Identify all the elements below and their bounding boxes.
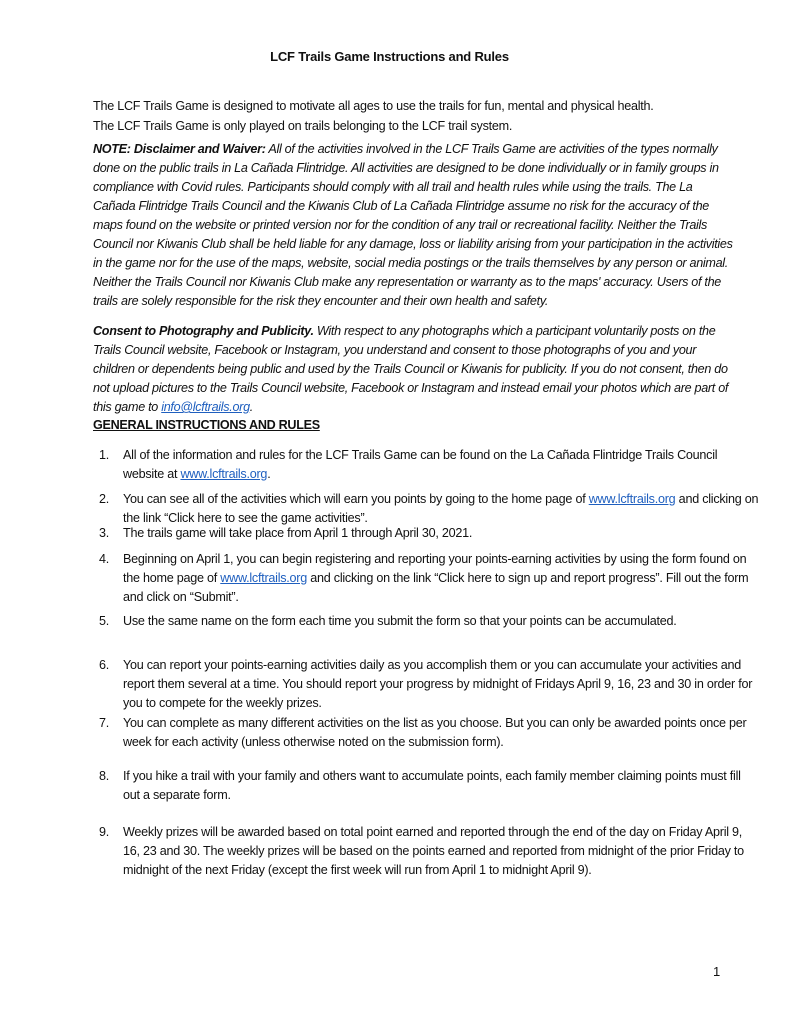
consent-end: . [249, 400, 253, 414]
rule-number: 9. [99, 825, 110, 839]
rule-text: The trails game will take place from April 1 through April 30, 2021. [123, 526, 473, 540]
rule-item [99, 823, 759, 880]
rule-item [99, 446, 759, 484]
rule-number: 6. [99, 658, 110, 672]
rule-item [99, 550, 759, 607]
disclaimer-paragraph [93, 140, 733, 311]
rule-text: Use the same name on the form each time you submit the form so that your points can be accumulated. [123, 614, 677, 628]
rule-text: You can complete as many different activities on the list as you choose. But you can only be awarded points once per week for each activity (unless otherwise noted on the submission form). [123, 716, 747, 749]
rule-number: 3. [99, 526, 110, 540]
rule-item [99, 656, 759, 713]
website-link[interactable]: www.lcftrails.org [588, 492, 676, 506]
rule-text: You can see all of the activities which will earn you points by going to the home page of [123, 492, 589, 506]
intro-section [93, 96, 733, 136]
rule-text-end: . [267, 467, 271, 481]
title-text: LCF Trails Game Instructions and Rules [270, 49, 509, 64]
consent-text: With respect to any photographs which a participant voluntarily posts on the Trails Council website, Facebook or Instagram, you understand and consent to those photographs of you and your children or dependents being public and used by the Trails Council or Kiwanis for publicity. If you do not consent, then do not upload pictures to the Trails Council website, Facebook or Instagram and instead email your photos which are part of this game to [93, 324, 729, 414]
rule-text-end: and clicking on the link “Click here to sign up and report progress”. Fill out the form and click on “Submit”. [123, 571, 749, 604]
consent-paragraph [93, 322, 733, 417]
rule-number: 7. [99, 716, 110, 730]
rule-text: If you hike a trail with your family and others want to accumulate points, each family member claiming points must fill out a separate form. [123, 769, 741, 802]
rule-item [99, 612, 759, 631]
rule-item [99, 524, 759, 543]
disclaimer-label: NOTE: Disclaimer and Waiver: [93, 142, 266, 156]
email-link[interactable]: info@lcftrails.org [161, 400, 250, 414]
rule-number: 2. [99, 492, 110, 506]
page-number: 1 [713, 964, 721, 979]
rule-item [99, 490, 759, 528]
consent-label: Consent to Photography and Publicity. [93, 324, 314, 338]
rule-item [99, 714, 759, 752]
rule-number: 8. [99, 769, 110, 783]
rule-text-end: and clicking on the link “Click here to see the game activities”. [123, 492, 759, 525]
rule-text: You can report your points-earning activities daily as you accomplish them or you can accumulate your activities and report them several at a time. You should report your progress by midnight of Fridays April 9, 16, 23 and 30 in order for you to compete for the weekly prizes. [123, 658, 753, 710]
rule-number: 5. [99, 614, 110, 628]
rule-number: 1. [99, 448, 110, 462]
intro-line: The LCF Trails Game is designed to motivate all ages to use the trails for fun, mental and physical health. [93, 99, 654, 113]
rule-number: 4. [99, 552, 110, 566]
rule-text: All of the information and rules for the LCF Trails Game can be found on the La Cañada Flintridge Trails Council website at [123, 448, 718, 481]
website-link[interactable]: www.lcftrails.org [220, 571, 308, 585]
website-link[interactable]: www.lcftrails.org [180, 467, 268, 481]
page-title [0, 47, 791, 66]
rule-text: Beginning on April 1, you can begin registering and reporting your points-earning activities by using the form found on the home page of [123, 552, 747, 585]
rules-heading: GENERAL INSTRUCTIONS AND RULES [93, 418, 320, 432]
rule-item [99, 767, 759, 805]
rule-text: Weekly prizes will be awarded based on total point earned and reported through the end of the day on Friday April 9, 16, 23 and 30. The weekly prizes will be based on the points earned and reported from midnight of the prior Friday to midnight of the next Friday (except the first week will run from April 1 to midnight April 9). [123, 825, 744, 877]
intro-line: The LCF Trails Game is only played on trails belonging to the LCF trail system. [93, 119, 513, 133]
disclaimer-text: All of the activities involved in the LCF Trails Game are activities of the types normally done on the public trails in La Cañada Flintridge. All activities are designed to be done individually or in family groups in compliance with Covid rules. Participants should comply with all trail and health rules while using the trails. The La Cañada Flintridge Trails Council and the Kiwanis Club of La Cañada Flintridge assume no risk for the accuracy of the maps found on the website or printed version nor for the condition of any trail or recreational facility. Neither the Trails Council nor Kiwanis Club shall be held liable for any damage, loss or liability arising from your participation in the activities in the game nor for the use of the maps, website, social media postings or the trails themselves by any person or animal. Neither the Trails Council nor Kiwanis Club make any representation or warranty as to the maps' accuracy. Users of the trails are solely responsible for the risk they encounter and their own health and safety. [93, 142, 733, 308]
